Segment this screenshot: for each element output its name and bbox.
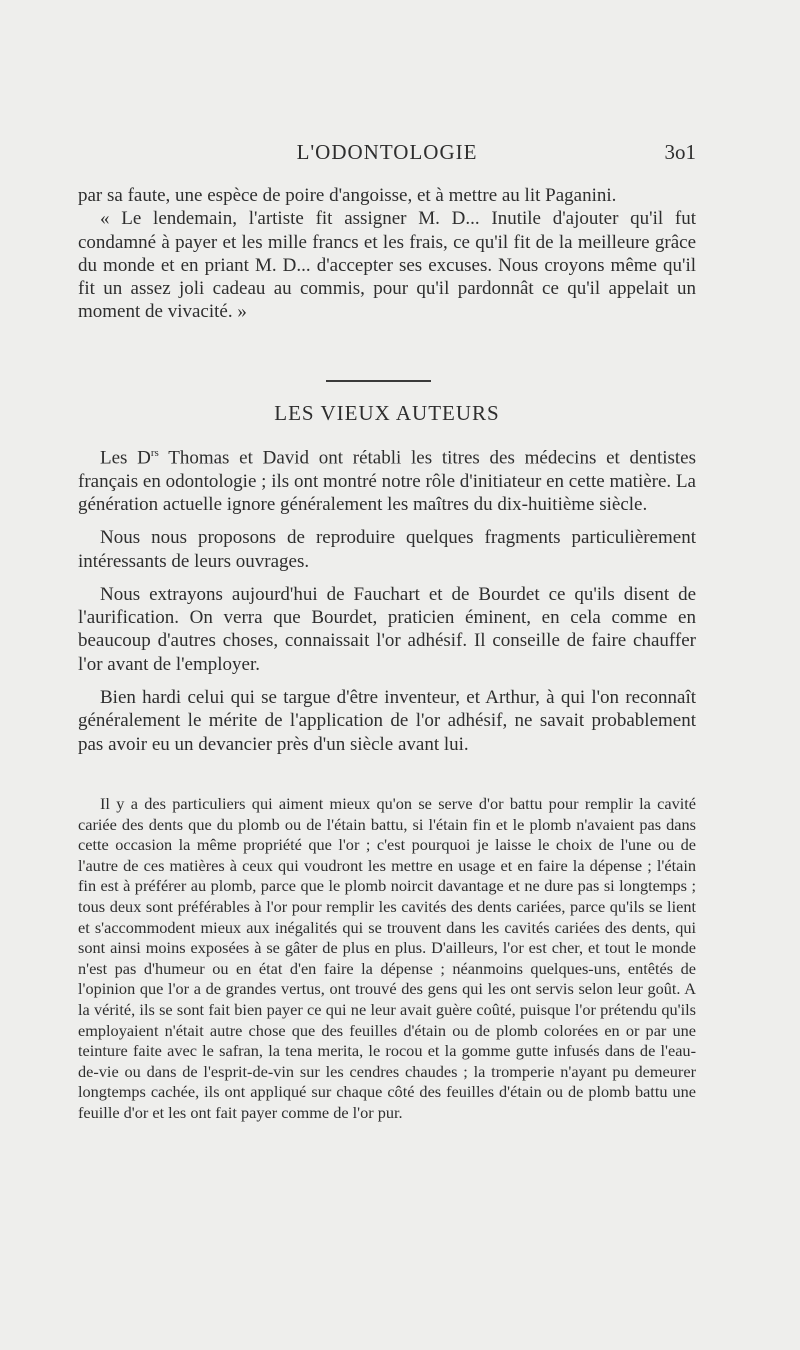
- page-number: 3o1: [664, 140, 696, 164]
- section-paragraph-3: Nous extrayons aujourd'hui de Fauchart et de Bourdet ce qu'ils disent de l'aurification. On verra que Bourdet, praticien éminent, en cela comme en beaucoup d'autres choses, connaissait l'or adhésif. Il conseille de faire chauffer l'or avant de l'employer.: [78, 583, 696, 675]
- section-paragraph-1: [78, 442, 696, 516]
- top-text-block: [78, 184, 696, 324]
- excerpt-paragraph: Il y a des particuliers qui aiment mieux qu'on se serve d'or battu pour remplir la cavité cariée des dents que du plomb ou de l'étain battu, si l'étain fin et le plomb n'avaient pas dans cette occasion la même propriété que l'or ; c'est pourquoi je laisse le choix de l'une ou de l'autre de ces matières à ceux qui voudront les mettre en usage et en faire la dépense ; l'étain fin est à préférer au plomb, parce que le plomb noircit davantage et ne dure pas si longtemps ; tous deux sont préférables à l'or pour remplir les cavités des dents cariées, parce qu'ils se lient et s'accommodent mieux aux inégalités qui se trouvent dans les cavités cariées des dents, qui sont ainsi moins exposées à se gâter de plus en plus. D'ailleurs, l'or est cher, et tout le monde n'est pas d'humeur ou en état d'en faire la dépense ; néanmoins quelques-uns, entêtés de l'opinion que l'or a de grandes vertus, ont trouvé des gens qui les ont servis selon leur goût. A la vérité, ils se sont fait bien payer ce qui ne leur avait guère coûté, puisque l'or prétendu qu'ils employaient n'était autre chose que des feuilles d'étain ou de plomb colorées en or par une teinture faite avec le safran, la tena merita, le rocou et la gomme gutte infusés dans de l'eau-de-vie ou dans de l'esprit-de-vin sur les cendres chaudes ; la tromperie n'ayant pu demeurer longtemps cachée, ils ont appliqué sur chaque côté des feuilles d'étain ou de plomb battu une feuille d'or et les ont fait payer comme de l'or pur.: [78, 794, 696, 1122]
- running-title: L'ODONTOLOGIE: [296, 140, 478, 164]
- section-heading: LES VIEUX AUTEURS: [274, 401, 500, 425]
- p1-start: Les D: [100, 447, 151, 469]
- section-paragraph-2: Nous nous proposons de reproduire quelques fragments particulièrement intéressants de leurs ouvrages.: [78, 527, 696, 572]
- quote-end-paragraph: « Le lendemain, l'artiste fit assigner M. D... Inutile d'ajouter qu'il fut condamné à payer et les mille francs et les frais, ce qu'il fit de la meilleure grâce du monde et en priant M. D... d'accepter ses excuses. Nous croyons même qu'il fit un assez joli cadeau au commis, pour qu'il pardonnât ce qu'il appelait un moment de vivacité. »: [78, 208, 696, 323]
- running-header: [78, 140, 696, 168]
- continuation-paragraph: par sa faute, une espèce de poire d'angoisse, et à mettre au lit Paganini.: [78, 185, 617, 206]
- section-paragraph-4: Bien hardi celui qui se targue d'être inventeur, et Arthur, à qui l'on reconnaît généralement le mérite de l'application de l'or adhésif, ne savait probablement pas avoir eu un devancier près d'un siècle avant lui.: [78, 687, 696, 755]
- p1-rest: Thomas et David ont rétabli les titres des médecins et dentistes français en odontologie ; ils ont montré notre rôle d'initiateur en cette matière. La génération actuelle ignore généralement les maîtres du dix-huitième siècle.: [78, 447, 697, 515]
- section-body: [78, 442, 696, 756]
- p1-superscript: rs: [150, 447, 159, 459]
- section-divider: [326, 380, 431, 382]
